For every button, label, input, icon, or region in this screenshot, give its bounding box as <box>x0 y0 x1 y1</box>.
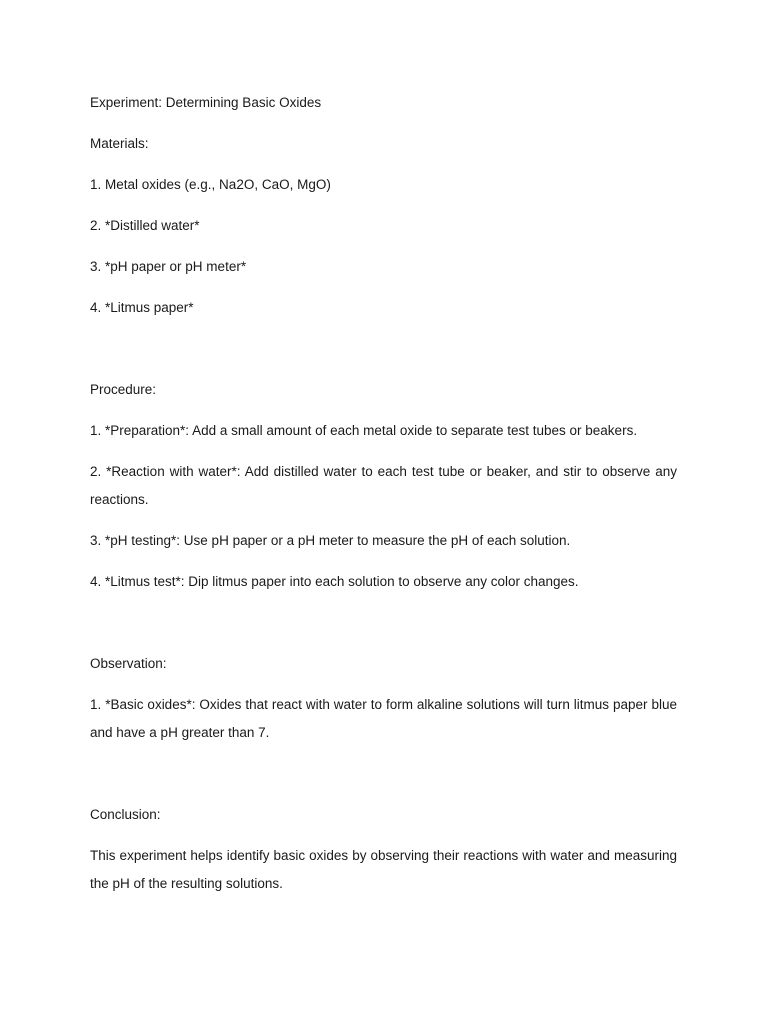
materials-item: 1. Metal oxides (e.g., Na2O, CaO, MgO) <box>90 177 331 192</box>
section-spacer <box>90 335 677 376</box>
procedure-item: 2. *Reaction with water*: Add distilled water to each test tube or beaker, and stir to observe any reactions. <box>90 464 677 507</box>
procedure-item: 4. *Litmus test*: Dip litmus paper into each solution to observe any color changes. <box>90 574 579 589</box>
materials-item: 2. *Distilled water* <box>90 218 200 233</box>
materials-item: 4. *Litmus paper* <box>90 300 194 315</box>
materials-heading: Materials: <box>90 136 149 151</box>
observation-item: 1. *Basic oxides*: Oxides that react with water to form alkaline solutions will turn litmus paper blue and have a pH greater than 7. <box>90 697 677 740</box>
procedure-item: 3. *pH testing*: Use pH paper or a pH meter to measure the pH of each solution. <box>90 533 571 548</box>
document-title: Experiment: Determining Basic Oxides <box>90 95 322 110</box>
conclusion-heading: Conclusion: <box>90 807 161 822</box>
document-body <box>90 89 677 911</box>
section-spacer <box>90 760 677 801</box>
procedure-item: 1. *Preparation*: Add a small amount of each metal oxide to separate test tubes or beakers. <box>90 423 638 438</box>
section-spacer <box>90 609 677 650</box>
conclusion-text: This experiment helps identify basic oxides by observing their reactions with water and measuring the pH of the resulting solutions. <box>90 848 677 891</box>
materials-item: 3. *pH paper or pH meter* <box>90 259 247 274</box>
observation-heading: Observation: <box>90 656 167 671</box>
procedure-heading: Procedure: <box>90 382 157 397</box>
